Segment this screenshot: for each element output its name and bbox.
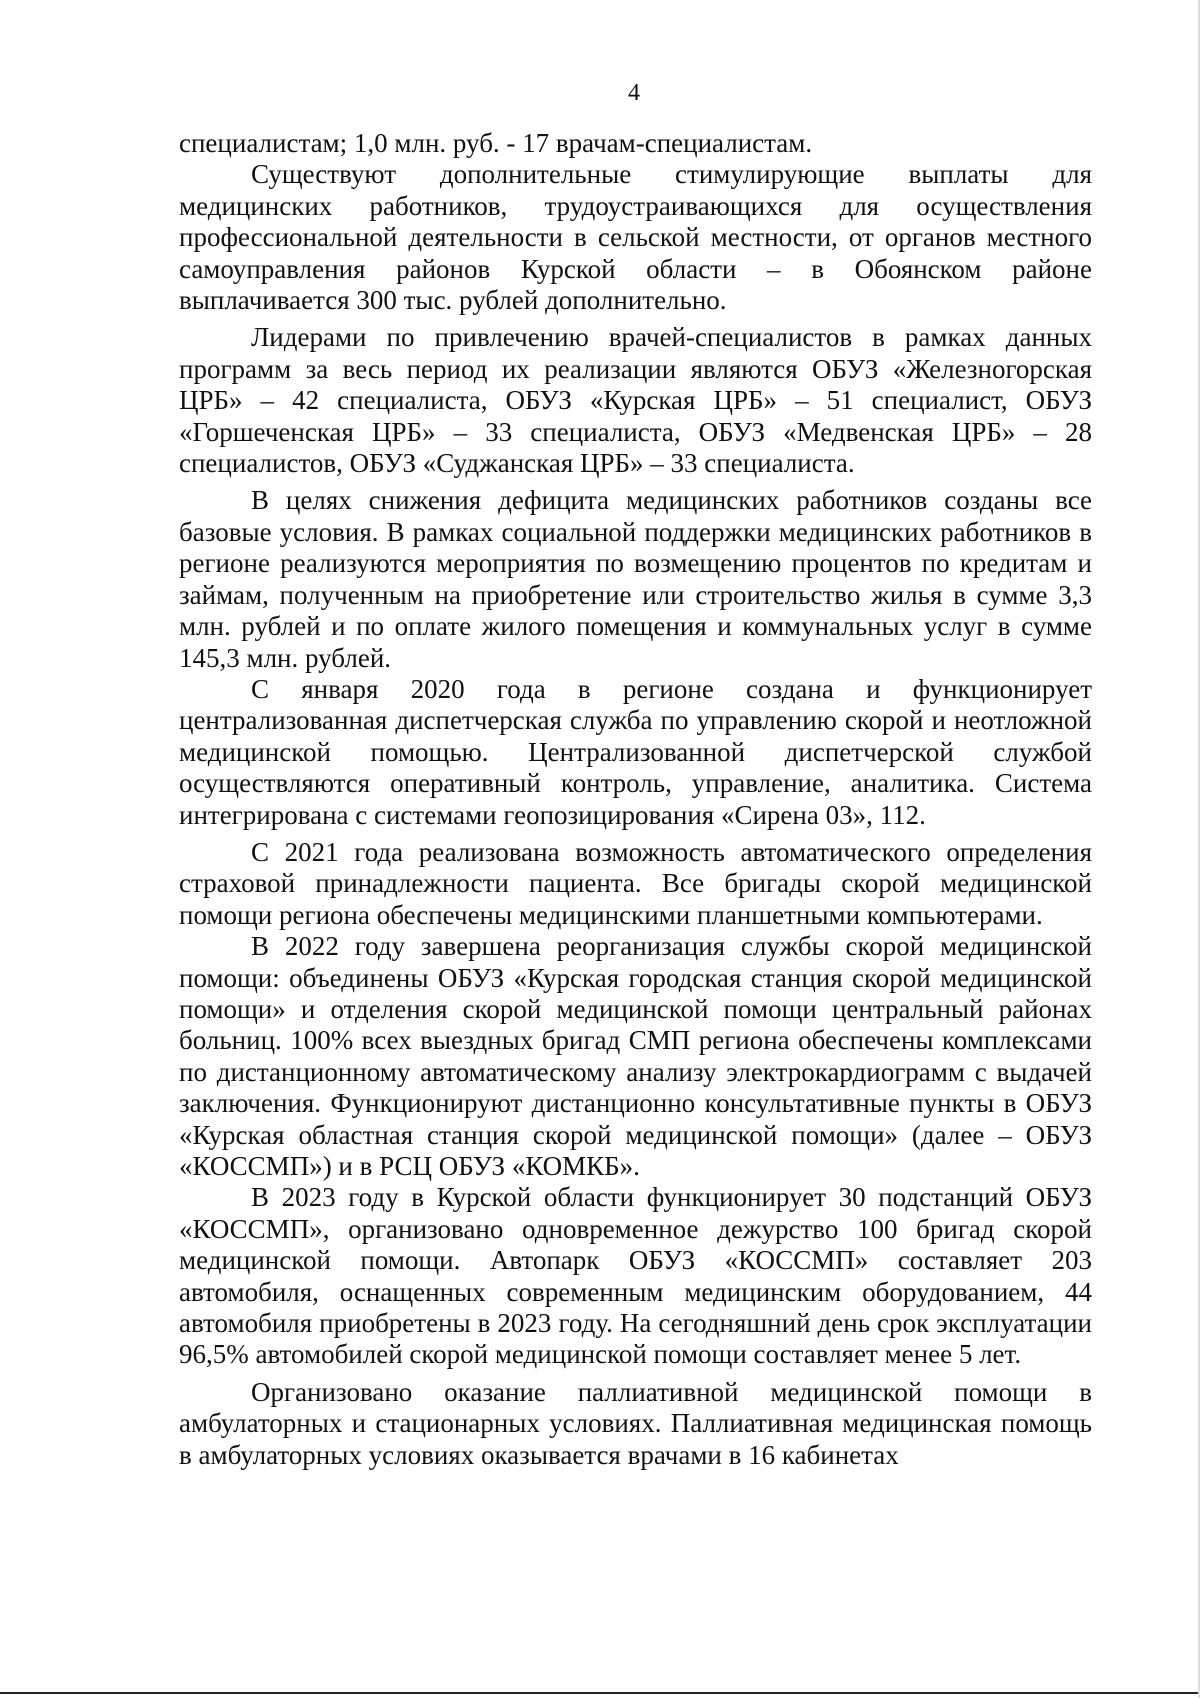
paragraph-social-support: В целях снижения дефицита медицинских работников созданы все базовые условия. В рамках социальной поддержки медицинских работников в регионе реализуются мероприятия по возмещению процентов по кредитам и займам, полученным на приобретение или строительство жилья в сумме 3,3 млн. рублей и по оплате жилого помещения и коммунальных услуг в сумме 145,3 млн. рублей. bbox=[179, 485, 1092, 673]
page-number: 4 bbox=[628, 80, 640, 106]
paragraph-dispatch-service: С января 2020 года в регионе создана и функционирует централизованная диспетчерская служба по управлению скорой и неотложной медицинской помощью. Централизованной диспетчерской службой осуществляются оперативный контроль, управление, аналитика. Система интегрирована с системами геопозицирования «Сирена 03», 112. bbox=[179, 673, 1092, 830]
paragraph-leaders: Лидерами по привлечению врачей-специалистов в рамках данных программ за весь период их реализации являются ОБУЗ «Железногорская ЦРБ» – 42 специалиста, ОБУЗ «Курская ЦРБ» – 51 специалист, ОБУЗ «Горшеченская ЦРБ» – 33 специалиста, ОБУЗ «Медвенская ЦРБ» – 28 специалистов, ОБУЗ «Суджанская ЦРБ» – 33 специалиста. bbox=[179, 322, 1092, 479]
paragraph-insurance: С 2021 года реализована возможность автоматического определения страховой принадлежности пациента. Все бригады скорой медицинской помощи региона обеспечены медицинскими планшетными компьютерами. bbox=[179, 836, 1092, 930]
scan-bottom-edge bbox=[0, 1692, 1200, 1694]
paragraph-palliative: Организовано оказание паллиативной медицинской помощи в амбулаторных и стационарных условиях. Паллиативная медицинская помощь в амбулаторных условиях оказывается врачами в 16 кабинетах bbox=[179, 1376, 1092, 1470]
paragraph-continuation: специалистам; 1,0 млн. руб. - 17 врачам-специалистам. bbox=[179, 128, 813, 158]
paragraph-reorganization: В 2022 году завершена реорганизация службы скорой медицинской помощи: объединены ОБУЗ «Курская городская станция скорой медицинской помощи» и отделения скорой медицинской помощи центральный районах больниц. 100% всех выездных бригад СМП региона обеспечены комплексами по дистанционному автоматическому анализу электрокардиограмм с выдачей заключения. Функционируют дистанционно консультативные пункты в ОБУЗ «Курская областная станция скорой медицинской помощи» (далее – ОБУЗ «КОССМП») и в РСЦ ОБУЗ «КОМКБ». bbox=[179, 931, 1092, 1181]
paragraph-rural-incentives: Существуют дополнительные стимулирующие выплаты для медицинских работников, трудоустраивающихся для осуществления профессиональной деятельности в сельской местности, от органов местного самоуправления районов Курской области – в Обоянском районе выплачивается 300 тыс. рублей дополнительно. bbox=[179, 159, 1092, 316]
paragraph-substations: В 2023 году в Курской области функционирует 30 подстанций ОБУЗ «КОССМП», организовано одновременное дежурство 100 бригад скорой медицинской помощи. Автопарк ОБУЗ «КОССМП» составляет 203 автомобиля, оснащенных современным медицинским оборудованием, 44 автомобиля приобретены в 2023 году. На сегодняшний день срок эксплуатации 96,5% автомобилей скорой медицинской помощи составляет менее 5 лет. bbox=[179, 1182, 1092, 1370]
document-body bbox=[179, 128, 1092, 1471]
